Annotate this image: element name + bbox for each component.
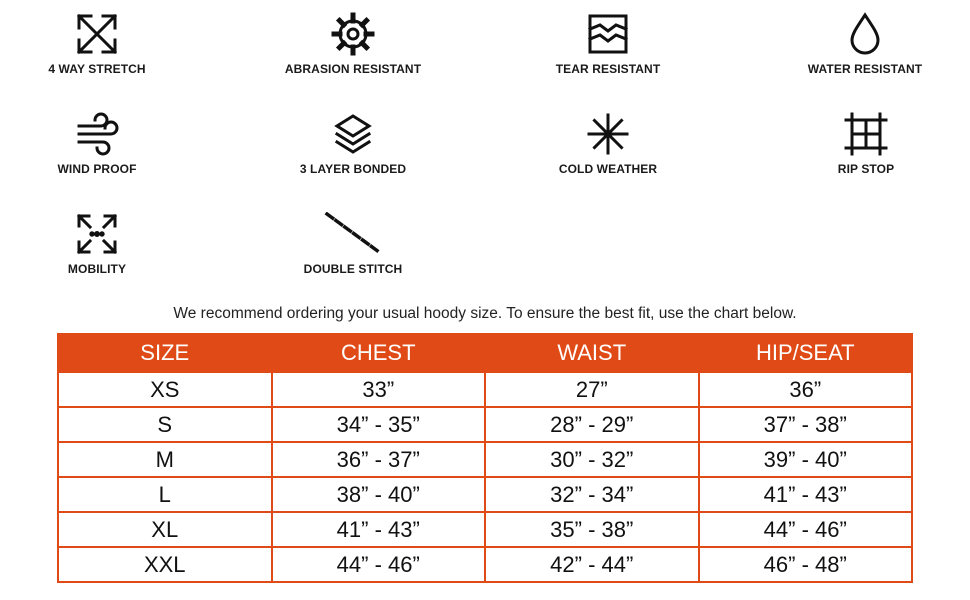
cell-hip-seat: 46” - 48” <box>699 547 913 582</box>
header-waist: WAIST <box>485 334 699 372</box>
table-row <box>58 442 912 477</box>
feature-label: MOBILITY <box>67 262 127 276</box>
table-row <box>58 477 912 512</box>
cell-size: XS <box>58 372 272 407</box>
feature-label: 4 WAY STRETCH <box>48 62 146 76</box>
feature-tear-resistant <box>523 12 693 76</box>
feature-3-layer-bonded <box>268 112 438 176</box>
rip-stop-grid-icon <box>844 112 888 156</box>
header-chest: CHEST <box>272 334 486 372</box>
feature-double-stitch <box>268 212 438 276</box>
feature-label: WIND PROOF <box>57 162 137 176</box>
cell-hip-seat: 41” - 43” <box>699 477 913 512</box>
feature-label: WATER RESISTANT <box>807 62 923 76</box>
size-chart-header-row <box>58 334 912 372</box>
gear-icon <box>331 12 375 56</box>
cell-hip-seat: 44” - 46” <box>699 512 913 547</box>
feature-label: 3 LAYER BONDED <box>299 162 407 176</box>
cell-waist: 27” <box>485 372 699 407</box>
four-way-stretch-icon <box>75 12 119 56</box>
snowflake-icon <box>586 112 630 156</box>
header-hip-seat: HIP/SEAT <box>699 334 913 372</box>
cell-hip-seat: 39” - 40” <box>699 442 913 477</box>
table-row <box>58 512 912 547</box>
double-stitch-icon <box>323 212 383 256</box>
size-recommendation-note: We recommend ordering your usual hoody size. To ensure the best fit, use the chart below. <box>173 305 797 322</box>
feature-label: ABRASION RESISTANT <box>284 62 422 76</box>
feature-cold-weather <box>523 112 693 176</box>
wind-icon <box>75 112 119 156</box>
tear-waves-icon <box>586 12 630 56</box>
cell-waist: 42” - 44” <box>485 547 699 582</box>
cell-hip-seat: 36” <box>699 372 913 407</box>
feature-water-resistant <box>780 12 950 76</box>
header-size: SIZE <box>58 334 272 372</box>
cell-size: L <box>58 477 272 512</box>
cell-size: XL <box>58 512 272 547</box>
cell-chest: 34” - 35” <box>272 407 486 442</box>
feature-four-way-stretch <box>12 12 182 76</box>
layers-icon <box>331 112 375 156</box>
cell-size: S <box>58 407 272 442</box>
cell-chest: 36” - 37” <box>272 442 486 477</box>
cell-chest: 41” - 43” <box>272 512 486 547</box>
water-drop-icon <box>843 12 887 56</box>
feature-abrasion-resistant <box>268 12 438 76</box>
table-row <box>58 547 912 582</box>
cell-waist: 30” - 32” <box>485 442 699 477</box>
cell-waist: 32” - 34” <box>485 477 699 512</box>
cell-size: XXL <box>58 547 272 582</box>
feature-label: DOUBLE STITCH <box>303 262 403 276</box>
feature-label: TEAR RESISTANT <box>555 62 661 76</box>
feature-wind-proof <box>12 112 182 176</box>
feature-mobility <box>12 212 182 276</box>
cell-size: M <box>58 442 272 477</box>
mobility-arrows-icon <box>75 212 119 256</box>
cell-waist: 35” - 38” <box>485 512 699 547</box>
feature-label: RIP STOP <box>837 162 895 176</box>
cell-hip-seat: 37” - 38” <box>699 407 913 442</box>
cell-chest: 44” - 46” <box>272 547 486 582</box>
cell-waist: 28” - 29” <box>485 407 699 442</box>
feature-label: COLD WEATHER <box>558 162 658 176</box>
cell-chest: 33” <box>272 372 486 407</box>
feature-rip-stop <box>781 112 951 176</box>
table-row <box>58 407 912 442</box>
size-chart-table <box>57 333 913 583</box>
cell-chest: 38” - 40” <box>272 477 486 512</box>
table-row <box>58 372 912 407</box>
